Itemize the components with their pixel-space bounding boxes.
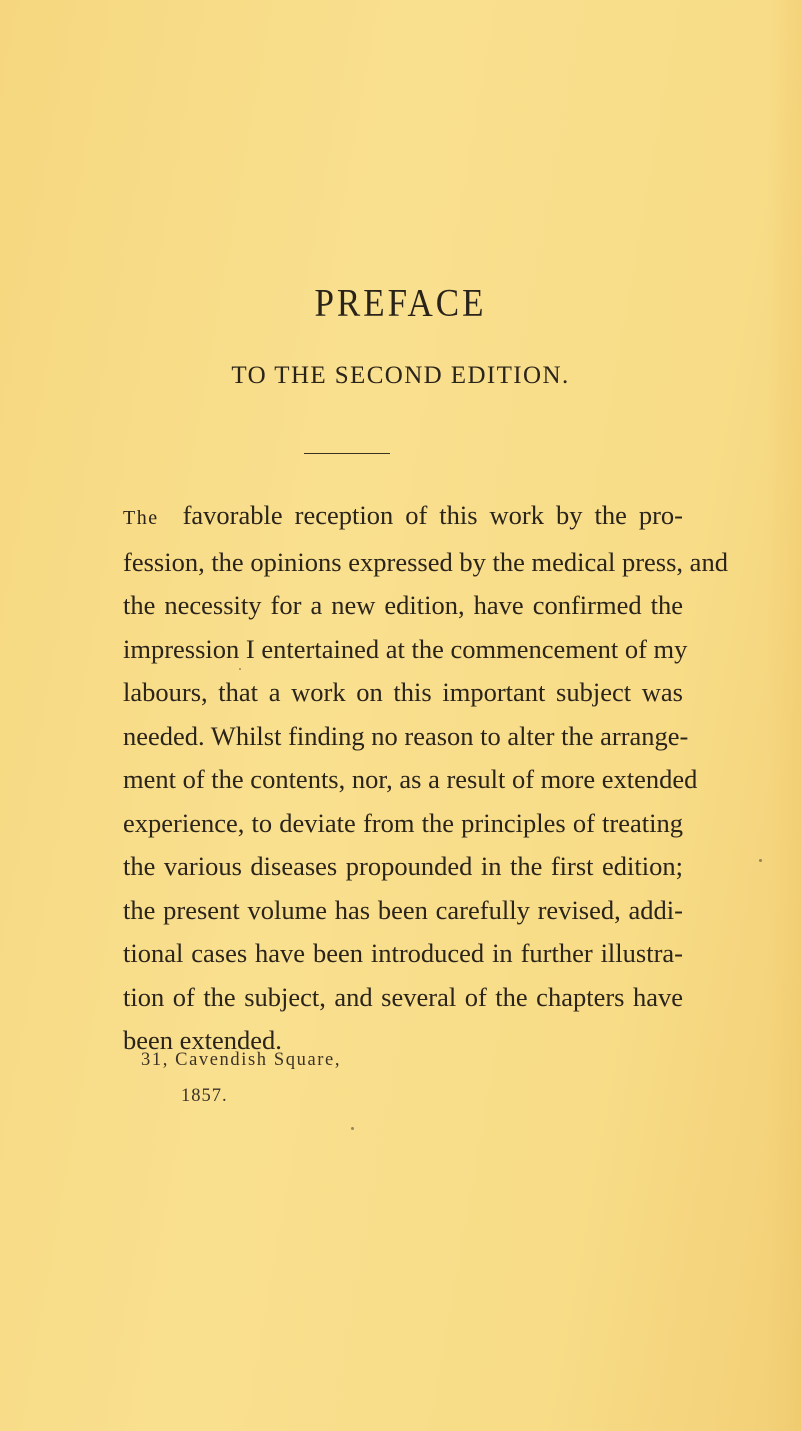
body-line: ment of the contents, nor, as a result of more extended (123, 764, 698, 794)
preface-title: PREFACE (314, 280, 487, 325)
preface-subtitle: TO THE SECOND EDITION. (231, 362, 570, 389)
body-line: needed. Whilst finding no reason to alter the arrange- (123, 720, 689, 751)
body-line: impression I entertained at the commencement of my (123, 633, 688, 664)
body-line: experience, to deviate from the principles of treating (123, 807, 683, 838)
body-line: the present volume has been carefully revised, addi- (123, 894, 683, 925)
page-edge-shadow (767, 0, 801, 1431)
preface-body (123, 494, 728, 1063)
body-line: labours, that a work on this important subject was (123, 677, 683, 707)
body-line: the various diseases propounded in the first edition; (123, 851, 683, 881)
signature-address: 31, Cavendish Square, (141, 1050, 342, 1070)
body-line: fession, the opinions expressed by the medical press, and (123, 546, 728, 577)
paper-speck (351, 1127, 354, 1130)
paper-speck (759, 859, 762, 862)
body-line: the necessity for a new edition, have confirmed the (123, 590, 683, 620)
lead-word-small-caps: The (123, 507, 159, 529)
body-line: tional cases have been introduced in further illustra- (123, 938, 683, 968)
body-line: tion of the subject, and several of the chapters have (123, 981, 683, 1012)
section-divider-rule (304, 453, 390, 454)
body-line: been extended. (123, 1025, 282, 1055)
signature-year: 1857. (181, 1086, 228, 1106)
body-line (123, 494, 683, 541)
body-line-text: favorable reception of this work by the pro- (182, 500, 683, 530)
paper-speck (239, 668, 241, 670)
